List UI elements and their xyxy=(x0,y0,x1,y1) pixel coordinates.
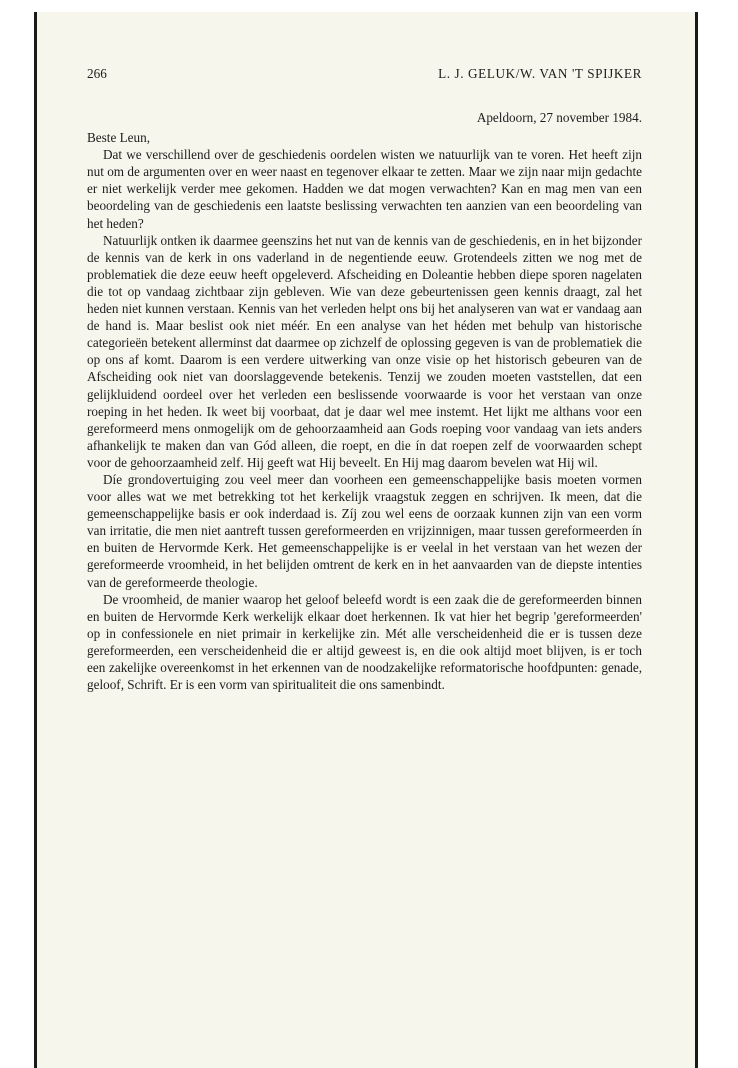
paragraph: Díe grondovertuiging zou veel meer dan voorheen een gemeenschappelijke basis moeten vormen voor alles wat we met betrekking tot het kerkelijk vraagstuk zeggen en schrijven. Ik meen, dat die gemeenschappelijke basis er ook inderdaad is. Zíj zou wel eens de oorzaak kunnen zijn van een vorm van irritatie, die men niet aantreft tussen gereformeerden en vrijzinnigen, maar tussen gereformeerden ín en buiten de Hervormde Kerk. Het gemeenschappelijke is er veelal in het verstaan van het wezen der gereformeerde vroomheid, in het belijden omtrent de kerk en in het aanvaarden van de diepste intenties van de gereformeerde theologie. xyxy=(87,471,642,590)
paragraph: De vroomheid, de manier waarop het geloof beleefd wordt is een zaak die de gereformeerden binnen en buiten de Hervormde Kerk werkelijk elkaar doet herkennen. Ik vat hier het begrip 'gereformeerden' op in confessionele en niet primair in kerkelijke zin. Mét alle verscheidenheid die er is tussen deze gereformeerden, een verscheidenheid die er altijd geweest is, en die ook altijd moet blijven, is er toch een zakelijke overeenkomst in het erkennen van de noodzakelijke reformatorische hoofdpunten: genade, geloof, Schrift. Er is een vorm van spiritualiteit die ons samenbindt. xyxy=(87,591,642,693)
paragraph: Natuurlijk ontken ik daarmee geenszins het nut van de kennis van de geschiedenis, en in het bijzonder de kennis van de kerk in ons vaderland in de negentiende eeuw. Grotendeels zitten we nog met de problematiek die deze eeuw heeft opgeleverd. Afscheiding en Doleantie hebben diepe sporen nagelaten die tot op vandaag zichtbaar zijn gebleven. Wie van deze gebeurtenissen geen kennis draagt, zal het heden niet kunnen verstaan. Kennis van het verleden helpt ons bij het analyseren van wat er vandaag aan de hand is. Maar beslist ook niet méér. En een analyse van het héden met behulp van historische categorieën betekent allerminst dat daarmee op zichzelf de oplossing gegeven is van de problematiek die op ons af komt. Daarom is een verdere uitwerking van onze visie op het historisch gebeuren van de Afscheiding ook niet van doorslaggevende betekenis. Tenzij we zouden moeten vaststellen, dat een gelijkluidend oordeel over het verleden een beslissende voorwaarde is voor het verstaan van onze roeping in het heden. Ik weet bij voorbaat, dat je daar wel mee instemt. Het lijkt me althans voor een gereformeerd mens onmogelijk om de gehoorzaamheid aan Gods roeping voor vandaag van iets anders afhankelijk te maken dan van Gód alleen, die roept, en die ín dat roepen zelf de voorwaarden schept voor de gehoorzaamheid zelf. Hij geeft wat Hij beveelt. En Hij mag daarom bevelen wat Hij wil. xyxy=(87,232,642,470)
running-head: L. J. GELUK/W. VAN 'T SPIJKER xyxy=(438,66,642,81)
letter-body xyxy=(87,109,642,693)
page-number: 266 xyxy=(87,66,107,81)
paragraph: Dat we verschillend over de geschiedenis oordelen wisten we natuurlijk van te voren. Het heeft zijn nut om de argumenten over en weer naast en tegenover elkaar te zetten. Maar we zijn naar mijn gedachte er niet werkelijk verder mee gekomen. Hadden we dat mogen verwachten? Kan en mag men van een beoordeling van de geschiedenis een laatste beslissing verwachten ten aanzien van een beoordeling van het heden? xyxy=(87,147,642,231)
letter-salutation: Beste Leun, xyxy=(87,130,150,146)
letter-dateline: Apeldoorn, 27 november 1984. xyxy=(476,110,642,125)
